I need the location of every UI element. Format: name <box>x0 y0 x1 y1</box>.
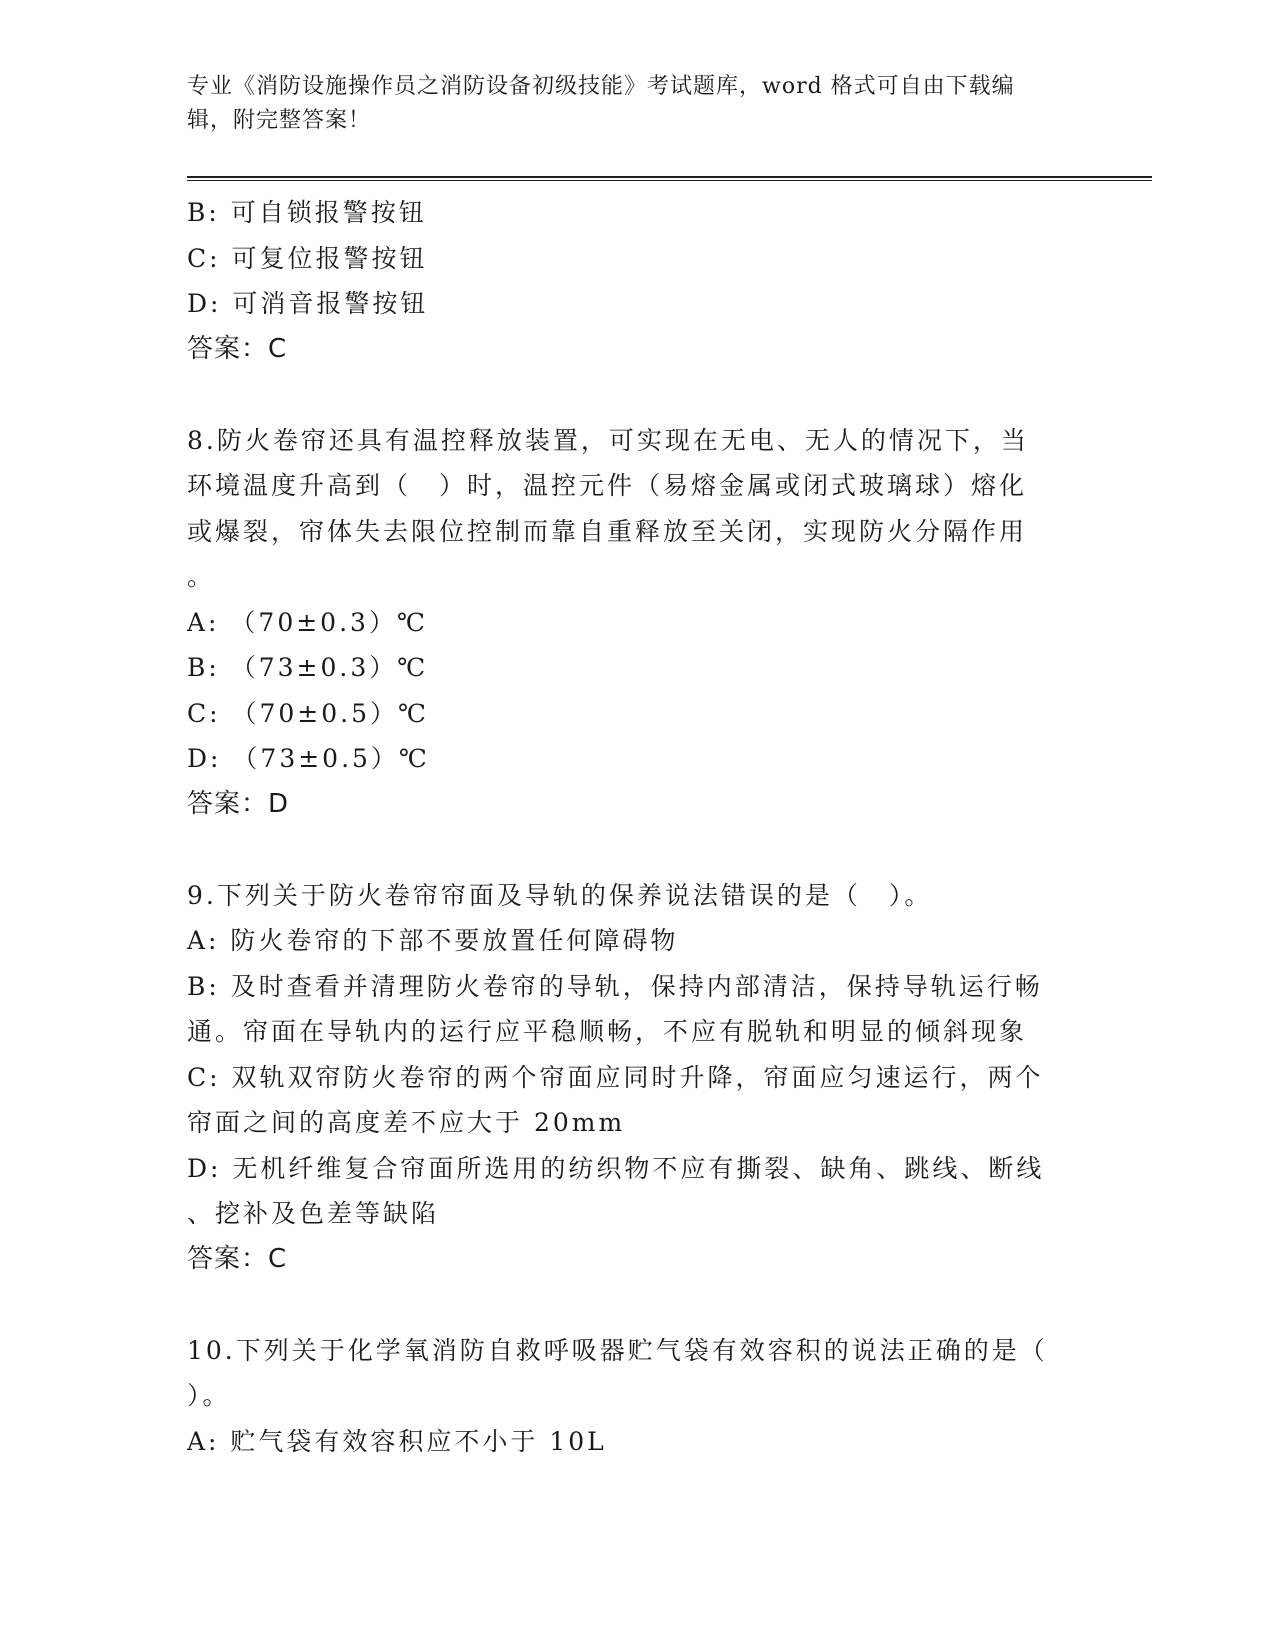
spacer <box>187 827 1067 873</box>
q8-answer: 答案：D <box>187 788 290 819</box>
document-header <box>187 70 1067 138</box>
q8-stem-line: 环境温度升高到（ ）时，温控元件（易熔金属或闭式玻璃球）熔化 <box>187 471 1028 500</box>
q8-stem-line: 或爆裂，帘体失去限位控制而靠自重释放至关闭，实现防火分隔作用 <box>187 516 1028 546</box>
q10-stem-line: ）。 <box>187 1381 231 1410</box>
q9-stem: 9.下列关于防火卷帘帘面及导轨的保养说法错误的是（ ）。 <box>187 880 933 910</box>
header-divider <box>187 176 1152 181</box>
q9-option-d-line: 、挖补及色差等缺陷 <box>187 1199 440 1228</box>
q8-option-b: B: （73±0.3）℃ <box>187 653 429 682</box>
q9-option-c-line: 帘面之间的高度差不应大于 20mm <box>187 1108 626 1137</box>
q9-option-b-line: 通。帘面在导轨内的运行应平稳顺畅，不应有脱轨和明显的倾斜现象 <box>187 1017 1028 1046</box>
q9-option-a: A: 防火卷帘的下部不要放置任何障碍物 <box>187 926 679 955</box>
q9-answer: 答案：C <box>187 1243 288 1274</box>
q7-option-b: B: 可自锁报警按钮 <box>187 198 427 227</box>
q9-option-b-line: B: 及时查看并清理防火卷帘的导轨，保持内部清洁，保持导轨运行畅 <box>187 971 1043 1001</box>
q8-option-a: A: （70±0.3）℃ <box>187 607 428 637</box>
spacer <box>187 1282 1067 1328</box>
q9-option-d-line: D: 无机纤维复合帘面所选用的纺织物不应有撕裂、缺角、跳线、断线 <box>187 1153 1045 1183</box>
q9-option-c-line: C: 双轨双帘防火卷帘的两个帘面应同时升降，帘面应匀速运行，两个 <box>187 1062 1044 1092</box>
q8-option-d: D: （73±0.5）℃ <box>187 744 430 773</box>
header-line: 专业《消防设施操作员之消防设备初级技能》考试题库，word 格式可自由下载编 <box>187 74 1015 99</box>
q7-option-c: C: 可复位报警按钮 <box>187 243 428 273</box>
q10-option-a: A: 贮气袋有效容积应不小于 10L <box>187 1426 607 1456</box>
q8-stem-line: 。 <box>187 562 216 591</box>
q7-answer: 答案：C <box>187 333 288 364</box>
q7-option-d: D: 可消音报警按钮 <box>187 289 429 318</box>
q8-option-c: C: （70±0.5）℃ <box>187 698 429 728</box>
header-line: 辑，附完整答案！ <box>187 108 372 133</box>
spacer <box>187 372 1067 418</box>
q8-stem-line: 8.防火卷帘还具有温控释放装置，可实现在无电、无人的情况下，当 <box>187 425 1029 455</box>
q10-stem-line: 10.下列关于化学氧消防自救呼吸器贮气袋有效容积的说法正确的是（ <box>187 1335 1048 1365</box>
question-content <box>187 190 1067 1464</box>
